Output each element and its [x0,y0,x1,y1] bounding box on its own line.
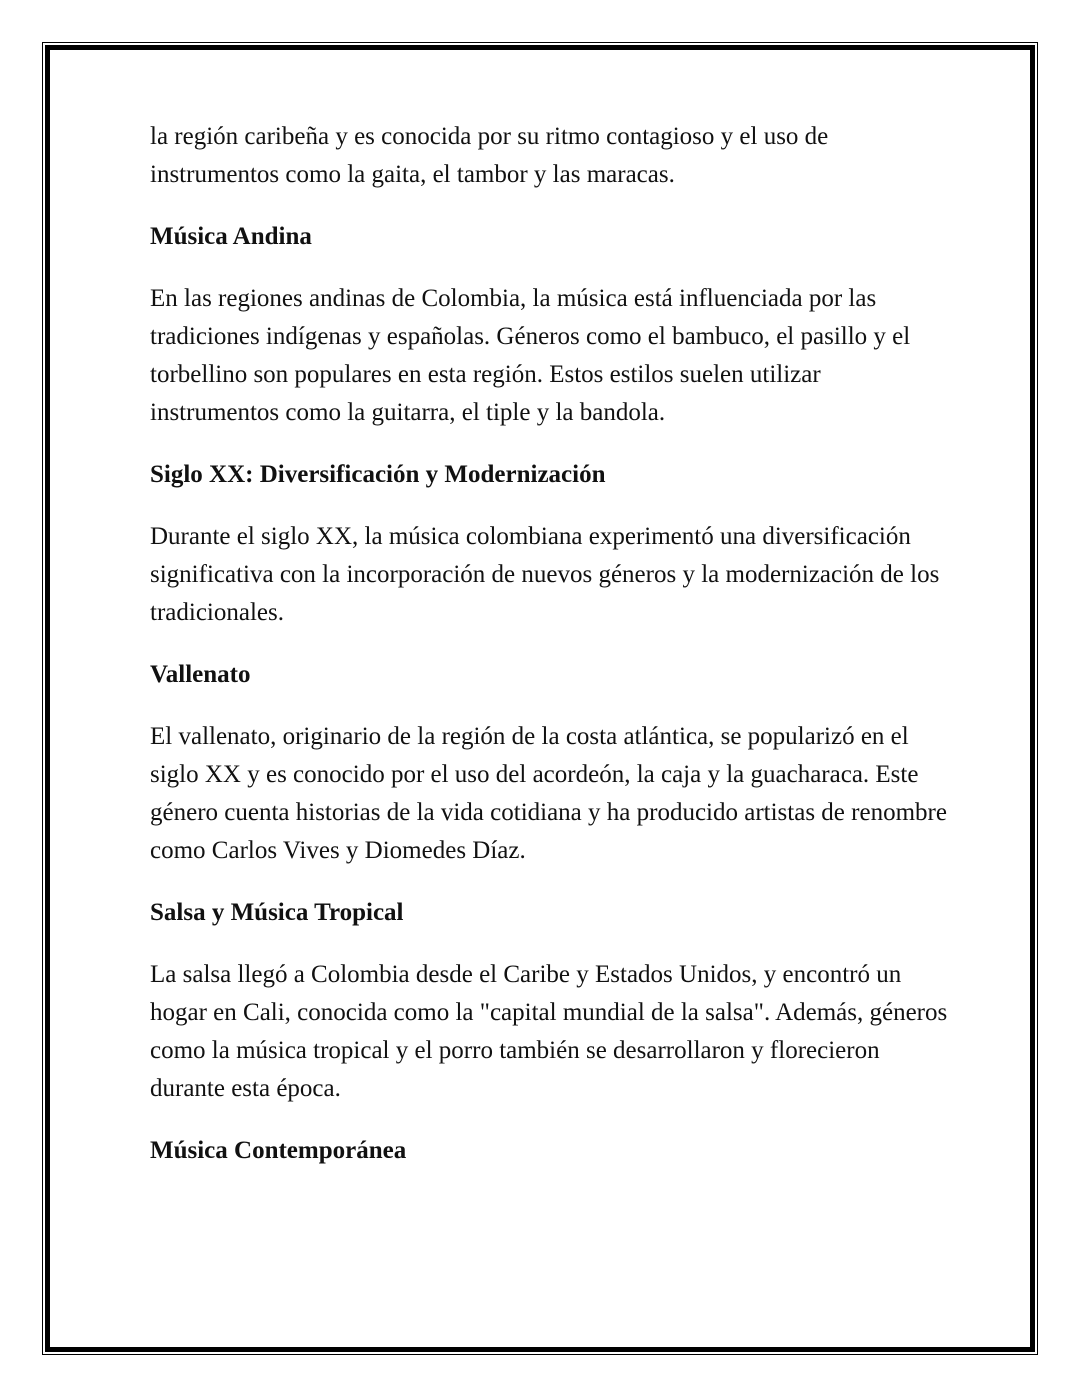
paragraph-siglo-xx: Durante el siglo XX, la música colombiana experimentó una diversificación significativa con la incorporación de nuevos géneros y la modernización de los tradicionales. [150,523,940,626]
heading-musica-andina: Música Andina [150,223,312,250]
paragraph-vallenato: El vallenato, originario de la región de la costa atlántica, se popularizó en el siglo XX y es conocido por el uso del acordeón, la caja y la guacharaca. Este género cuenta historias de la vida cotidiana y ha producido artistas de renombre como Carlos Vives y Diomedes Díaz. [150,723,947,864]
heading-siglo-xx: Siglo XX: Diversificación y Modernización [150,461,606,488]
paragraph-salsa: La salsa llegó a Colombia desde el Caribe y Estados Unidos, y encontró un hogar en Cali, conocida como la "capital mundial de la salsa". Además, géneros como la música tropical y el porro también se desarrollaron y florecieron durante esta época. [150,961,948,1102]
heading-musica-contemporanea: Música Contemporánea [150,1137,407,1164]
paragraph-musica-andina: En las regiones andinas de Colombia, la música está influenciada por las tradiciones indígenas y españolas. Géneros como el bambuco, el pasillo y el torbellino son populares en esta región. Estos estilos suelen utilizar instrumentos como la guitarra, el tiple y la bandola. [150,285,911,426]
heading-salsa: Salsa y Música Tropical [150,899,404,926]
paragraph-caribbean-continuation: la región caribeña y es conocida por su ritmo contagioso y el uso de instrumentos como la gaita, el tambor y las maracas. [150,123,829,188]
heading-vallenato: Vallenato [150,661,251,688]
document-body [150,118,950,1194]
